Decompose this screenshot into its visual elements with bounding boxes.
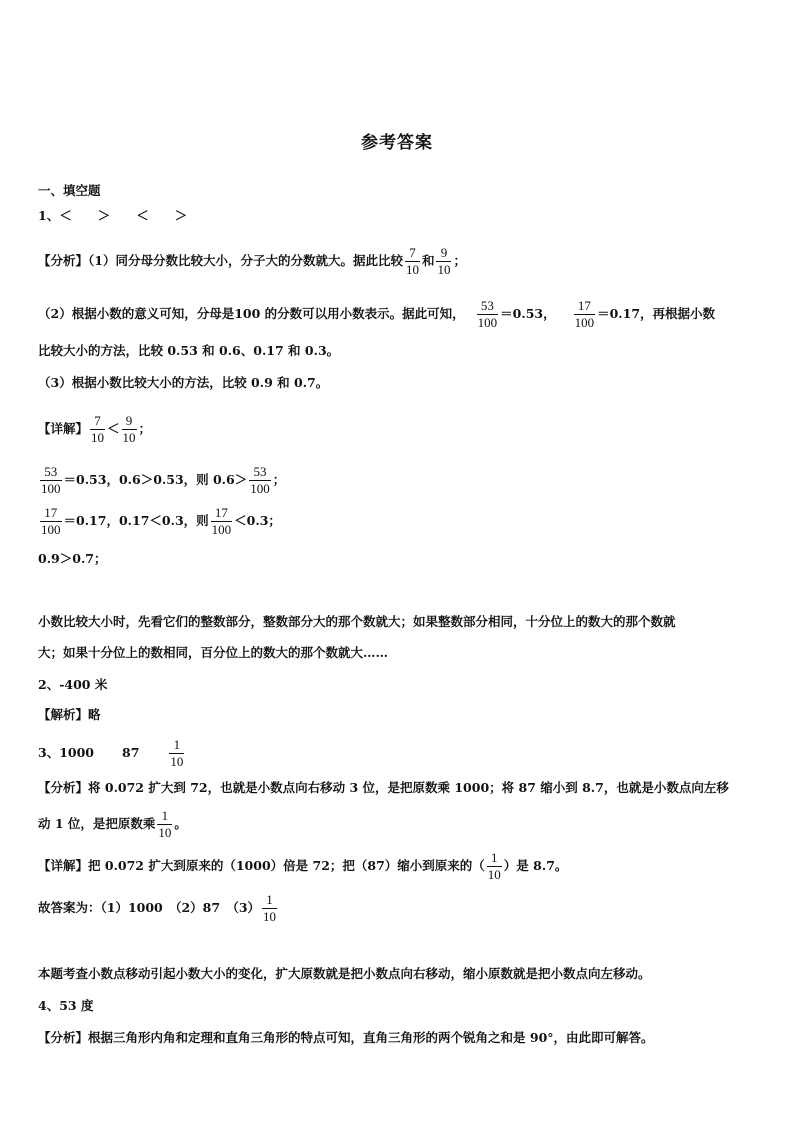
frac-num: 7: [409, 245, 416, 260]
page-title: 参考答案: [361, 133, 433, 153]
q1-analysis-p2-cont: 比较大小的方法，比较 0.53 和 0.6、0.17 和 0.3。: [38, 343, 340, 358]
frac-num: 1: [266, 892, 273, 907]
detail-text: ＜: [107, 421, 120, 436]
frac-den: 100: [574, 315, 595, 330]
frac-num: 7: [94, 413, 101, 428]
fraction-53-100: [249, 464, 271, 497]
q1-answer-2: ＞: [97, 208, 111, 223]
analysis-text: 动 1 位，是把原数乘: [38, 816, 156, 831]
frac-num: 9: [125, 413, 133, 428]
fraction-53-100: [40, 464, 62, 497]
frac-den: 100: [477, 315, 498, 330]
fraction-1-10: [157, 808, 172, 841]
frac-den: 100: [250, 481, 270, 496]
frac-num: 17: [44, 505, 58, 520]
q1-answer-4: ＞: [174, 208, 188, 223]
frac-den: 10: [263, 909, 277, 924]
frac-den: 100: [211, 522, 232, 537]
frac-num: 1: [161, 808, 169, 823]
q1-detail-l1: [38, 413, 151, 446]
analysis-text: 根据三角形内角和定理和直角三角形的特点可知，直角三角形的两个锐角之和是 90°，由此即可解答。: [88, 1030, 654, 1045]
analysis-text: ＝0.53，: [500, 306, 556, 321]
q1-detail-l3: [38, 505, 281, 538]
detail-text: ；: [272, 472, 286, 487]
detail-text: ＝0.17，0.17＜0.3，则: [63, 513, 209, 528]
analysis-text: ＝0.17，再根据小数: [597, 306, 716, 321]
q2-explanation: [38, 707, 101, 723]
frac-den: 10: [122, 430, 136, 445]
q1-number: 1、: [38, 208, 60, 223]
q3-answer-1: 1000: [59, 745, 94, 760]
q1-note-2: 大；如果十分位上的数相同，百分位上的数大的那个数就大……: [38, 645, 389, 660]
frac-num: 53: [253, 464, 267, 479]
q1-answers: [38, 208, 187, 224]
frac-num: 17: [214, 505, 228, 520]
frac-den: 10: [487, 867, 501, 882]
fraction-7-10: [90, 413, 105, 446]
frac-num: 9: [440, 245, 448, 260]
fraction-7-10: [405, 245, 420, 278]
detail-text: 把 0.072 扩大到原来的（1000）倍是 72；把（87）缩小到原来的（: [88, 858, 485, 873]
q1-detail-l4: 0.9＞0.7；: [38, 551, 107, 566]
frac-den: 10: [158, 825, 172, 840]
q1-answer-1: ＜: [59, 208, 72, 223]
fraction-1-10: [487, 850, 502, 883]
answer-text: 故答案为：（1）1000 （2）87 （3）: [38, 900, 261, 915]
q1-detail-l2: [38, 464, 285, 497]
q1-analysis-p1: [38, 245, 466, 278]
analysis-tag: 【分析】: [38, 780, 89, 795]
analysis-text: 将 0.072 扩大到 72，也就是小数点向右移动 3 位，是把原数乘 1000；将 87 缩小到 8.7，也就是小数点向左移: [88, 780, 729, 795]
fraction-1-10: [262, 892, 277, 925]
analysis-text: 和: [421, 253, 435, 268]
analysis-text: （2）根据小数的意义可知，分母是100 的分数可以用小数表示。据此可知，: [38, 306, 465, 321]
detail-text: ）是 8.7。: [503, 858, 568, 873]
q3-note: 本题考查小数点移动引起小数大小的变化，扩大原数就是把小数点向右移动，缩小原数就是把小数点向左移动。: [38, 966, 651, 981]
detail-text: ＝0.53，0.6＞0.53，则 0.6＞: [63, 472, 248, 487]
frac-den: 10: [437, 262, 451, 277]
fraction-17-100: [40, 505, 62, 538]
q4-answer: 4、53 度: [38, 998, 94, 1013]
q1-analysis-p3: （3）根据小数比较大小的方法，比较 0.9 和 0.7。: [38, 375, 329, 390]
q3-number: 3、: [38, 745, 60, 760]
detail-tag: 【详解】: [38, 421, 89, 436]
frac-num: 53: [44, 464, 58, 479]
q3-analysis-1: [38, 780, 729, 796]
analysis-text: （1）同分母分数比较大小，分子大的分数就大。据此比较: [88, 253, 403, 268]
analysis-text: 。: [174, 816, 187, 831]
frac-den: 10: [405, 262, 419, 277]
analysis-tag: 【分析】: [38, 1030, 89, 1045]
frac-den: 100: [41, 481, 61, 496]
explanation-tag: 【解析】: [38, 707, 89, 722]
q2-answer: 2、-400 米: [38, 677, 108, 692]
frac-den: 10: [170, 754, 184, 769]
frac-den: 100: [41, 522, 61, 537]
analysis-tag: 【分析】: [38, 253, 89, 268]
detail-tag: 【详解】: [38, 858, 89, 873]
frac-num: 1: [173, 737, 181, 752]
q3-analysis-2: [38, 808, 187, 841]
q3-final-answer: [38, 892, 279, 925]
section-heading: 一、填空题: [38, 183, 101, 198]
q3-answers: [38, 737, 186, 770]
fraction-17-100: [211, 505, 233, 538]
explanation-text: 略: [88, 707, 101, 722]
fraction-53-100: [477, 298, 499, 331]
q3-answer-2: 87: [122, 745, 140, 760]
frac-den: 10: [91, 430, 105, 445]
frac-num: 17: [577, 298, 591, 313]
frac-num: 53: [480, 298, 494, 313]
fraction-9-10: [122, 413, 137, 446]
q1-answer-3: ＜: [136, 208, 149, 223]
fraction-1-10: [169, 737, 184, 770]
detail-text: ＜0.3；: [234, 513, 281, 528]
q1-note-1: 小数比较大小时，先看它们的整数部分，整数部分大的那个数就大；如果整数部分相同，十分位上的数大的那个数就: [38, 614, 676, 629]
q1-analysis-p2: [38, 298, 715, 331]
detail-text: ；: [138, 421, 152, 436]
analysis-text: ；: [453, 253, 466, 268]
frac-num: 1: [491, 850, 498, 865]
fraction-17-100: [574, 298, 596, 331]
q3-detail: [38, 850, 567, 883]
q4-analysis: [38, 1030, 654, 1046]
fraction-9-10: [436, 245, 451, 278]
